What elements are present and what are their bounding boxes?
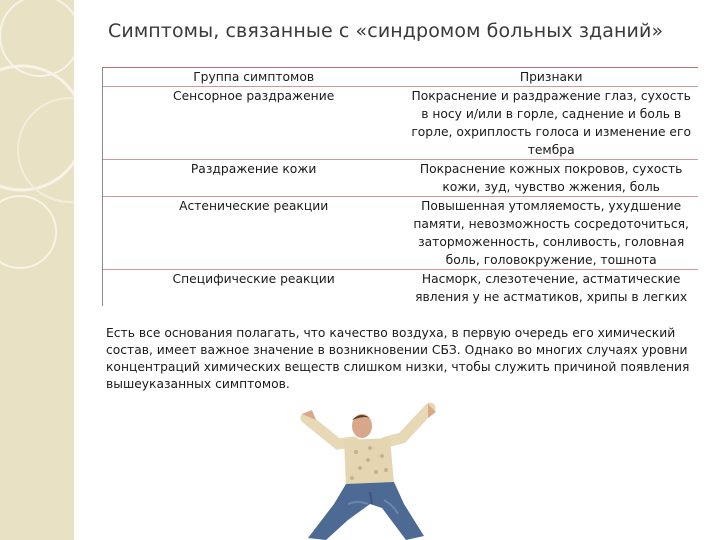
page-title: Симптомы, связанные с «синдромом больных зданий» — [108, 20, 664, 42]
row-group: Раздражение кожи — [103, 160, 405, 197]
symptoms-table — [102, 67, 698, 306]
table-header-row — [103, 68, 699, 87]
row-signs: Насморк, слезотечение, астматические явления у не астматиков, хрипы в легких — [404, 270, 698, 307]
table-row — [103, 160, 699, 197]
body-paragraph: Есть все основания полагать, что качество воздуха, в первую очередь его химический состав, имеет важное значение в возникновении СБЗ. Однако во многих случаях уровни концентраций химических веществ слишком низки, чтобы служить причиной появления вышеуказанных симптомов. — [106, 326, 690, 391]
man-figure-illustration — [298, 400, 438, 540]
header-signs: Признаки — [404, 68, 698, 87]
row-signs: Покраснение и раздражение глаз, сухость в носу и/или в горле, саднение и боль в горле, охриплость голоса и изменение его тембра — [404, 87, 698, 160]
decorative-side-stripe — [0, 0, 74, 540]
table-row — [103, 197, 699, 270]
row-group: Астенические реакции — [103, 197, 405, 270]
decorative-circles — [0, 0, 74, 540]
row-signs: Повышенная утомляемость, ухудшение памяти, невозможность сосредоточиться, заторможенность, сонливость, головная боль, головокружение, тошнота — [404, 197, 698, 270]
table-row — [103, 87, 699, 160]
man-stretching-photo — [298, 400, 438, 540]
table-row — [103, 270, 699, 307]
row-group: Специфические реакции — [103, 270, 405, 307]
row-signs: Покраснение кожных покровов, сухость кожи, зуд, чувство жжения, боль — [404, 160, 698, 197]
header-group: Группа симптомов — [103, 68, 405, 87]
row-group: Сенсорное раздражение — [103, 87, 405, 160]
